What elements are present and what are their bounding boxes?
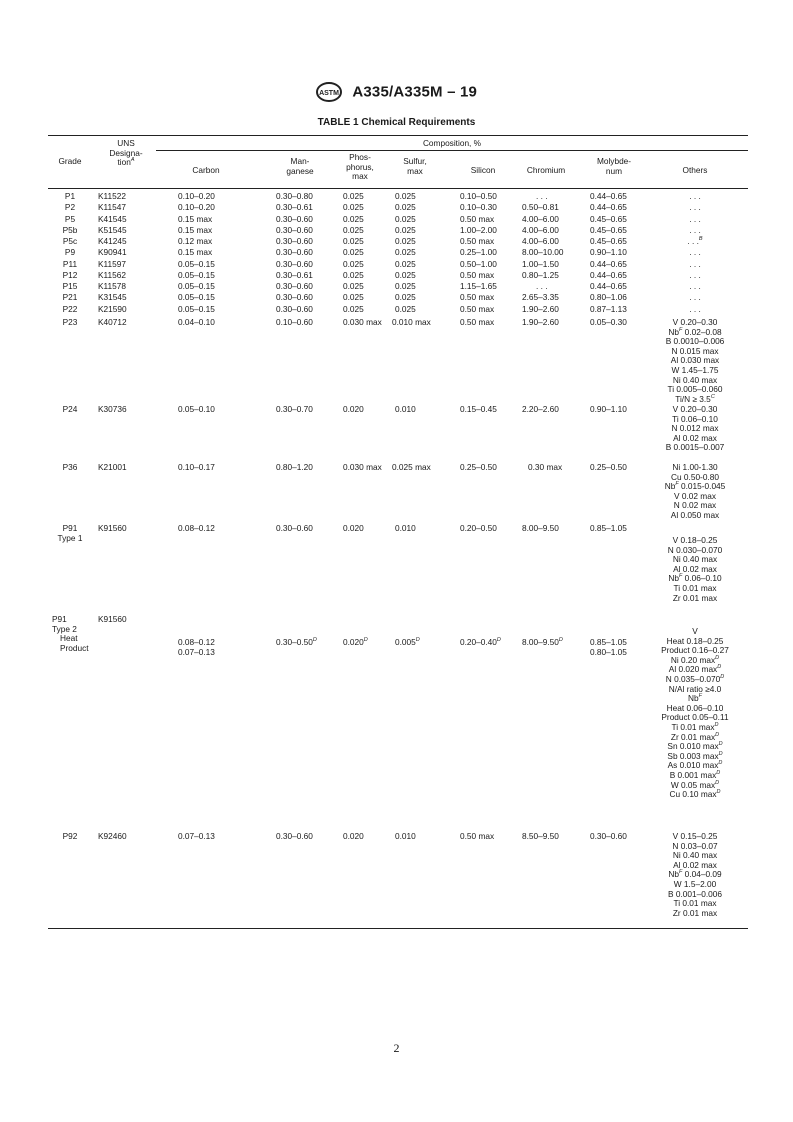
composition-rule	[156, 150, 748, 151]
cell-mo: 0.44–0.65	[590, 258, 627, 269]
cell-grade: P1	[64, 191, 76, 201]
astm-logo-icon	[316, 82, 342, 102]
cell-mo: 0.87–1.13	[590, 303, 627, 314]
cell-uns: K21590	[98, 303, 127, 314]
cell-s: 0.025	[395, 202, 416, 213]
cell-grade: P2	[64, 202, 76, 213]
cell-grade: P12	[62, 269, 78, 280]
cell-grade: P15	[62, 281, 78, 291]
cell-s: 0.025	[395, 224, 416, 235]
sulfur-header: Sulfur, max	[403, 156, 427, 176]
cell-oth: . . .	[689, 292, 701, 303]
cell-mo: 0.45–0.65	[590, 236, 627, 246]
cell-mn: 0.30–0.60	[276, 213, 313, 224]
silicon-header: Silicon	[470, 165, 496, 175]
table-bottom-rule	[48, 928, 748, 929]
cell-p: 0.025	[343, 202, 364, 213]
cell-oth: . . .	[689, 247, 701, 258]
cell-mn: 0.30–0.60	[276, 247, 313, 258]
cell-p: 0.025	[343, 236, 364, 246]
cell-cr: 2.65–3.35	[522, 292, 559, 303]
cell-uns: K11578	[98, 281, 126, 291]
cell-cr: 0.50–0.81	[522, 202, 559, 213]
document-header	[0, 82, 793, 102]
cell-uns: K11597	[98, 258, 126, 269]
composition-header: Composition, %	[422, 138, 482, 148]
cell-mn: 0.30–0.60	[276, 258, 313, 269]
cell-p: 0.025	[343, 224, 364, 235]
header-bottom-rule	[48, 188, 748, 189]
cell-mn: 0.30–0.60	[276, 292, 313, 303]
cell-si: 0.10–0.30	[460, 202, 497, 213]
cell-mo: 0.90–1.10	[590, 247, 627, 258]
cell-mo: 0.45–0.65	[590, 224, 627, 235]
cell-oth: . . .	[689, 281, 701, 291]
cell-si: 0.50 max	[460, 213, 495, 224]
cell-p: 0.025	[343, 303, 364, 314]
cell-c: 0.05–0.15	[178, 292, 215, 303]
cell-mo: 0.44–0.65	[590, 281, 627, 291]
others-list: V 0.20–0.30 $Nb^F$ 0.02–0.08 B 0.0010–0.006 N 0.015 max Al 0.030 max W 1.45–1.75 Ni 0.40 max Ti 0.005–0.060 $Ti/N \ge 3.5^C$	[665, 317, 725, 404]
cell-mn: 0.30–0.61	[276, 202, 313, 213]
cell-uns: K41545	[98, 213, 127, 224]
cell-uns: K51545	[98, 224, 127, 235]
cell-c: 0.05–0.15	[178, 269, 215, 280]
cell-cr: 4.00–6.00	[522, 236, 559, 246]
cell-si: 0.50 max	[460, 303, 495, 314]
cell-si: 1.15–1.65	[460, 281, 497, 291]
cell-mo: 0.44–0.65	[590, 191, 627, 201]
standard-designation: A335/A335M – 19	[352, 83, 478, 101]
cell-uns: K41245	[98, 236, 127, 246]
cell-oth: . . .$^B$	[687, 236, 703, 246]
others-list: Ni 1.00-1.30 Cu 0.50-0.80 $Nb^F$ 0.015-0.045 V 0.02 max N 0.02 max Al 0.050 max	[664, 462, 726, 520]
cell-si: 0.25–1.00	[460, 247, 497, 258]
cell-grade: P5c	[62, 236, 78, 246]
cell-s: 0.025	[395, 258, 416, 269]
cell-mo: 0.80–1.06	[590, 292, 627, 303]
cell-c: 0.05–0.15	[178, 303, 215, 314]
cell-p: 0.025	[343, 213, 364, 224]
cell-cr: 0.80–1.25	[522, 269, 559, 280]
cell-p: 0.025	[343, 292, 364, 303]
cell-mn: 0.30–0.60	[276, 236, 313, 246]
cell-s: 0.025	[395, 236, 416, 246]
cell-uns: K11522	[98, 191, 126, 201]
cell-p: 0.025	[343, 191, 364, 201]
cell-oth: . . .	[689, 224, 701, 235]
cell-c: 0.12 max	[178, 236, 213, 246]
cell-mn: 0.30–0.60	[276, 303, 313, 314]
carbon-header: Carbon	[192, 165, 220, 175]
cell-c: 0.10–0.20	[178, 191, 215, 201]
others-list: V 0.15–0.25 N 0.03–0.07 Ni 0.40 max Al 0.02 max $Nb^F$ 0.04–0.09 W 1.5–2.00 B 0.001–0.006 Ti 0.01 max Zr 0.01 max	[668, 831, 722, 918]
cell-s: 0.025	[395, 292, 416, 303]
cell-grade: P5b	[62, 224, 78, 235]
cell-mn: 0.30–0.80	[276, 191, 313, 201]
cell-c: 0.10–0.20	[178, 202, 215, 213]
cell-c: 0.15 max	[178, 213, 213, 224]
cell-oth: . . .	[689, 202, 701, 213]
cell-mn: 0.30–0.60	[276, 281, 313, 291]
cell-oth: . . .	[689, 258, 701, 269]
cell-s: 0.025	[395, 281, 416, 291]
cell-si: 0.50 max	[460, 236, 495, 246]
grade-header: Grade	[58, 156, 82, 166]
table-title: TABLE 1 Chemical Requirements	[317, 117, 476, 128]
cell-grade: P5	[64, 213, 76, 224]
cell-cr: 1.90–2.60	[522, 303, 559, 314]
cell-si: 0.50 max	[460, 269, 495, 280]
molybdenum-header: Molybde- num	[596, 156, 632, 176]
cell-oth: . . .	[689, 191, 701, 201]
cell-s: 0.025	[395, 269, 416, 280]
cell-s: 0.025	[395, 191, 416, 201]
others-list: V 0.20–0.30 Ti 0.06–0.10 N 0.012 max Al 0.02 max B 0.0015–0.007	[665, 404, 725, 453]
cell-cr: 4.00–6.00	[522, 213, 559, 224]
cell-mn: 0.30–0.61	[276, 269, 313, 280]
cell-cr: . . .	[536, 281, 548, 291]
page-number: 2	[393, 1041, 400, 1055]
others-list: V Heat 0.18–0.25 Product 0.16–0.27 Ni 0.20 $\max^D$ Al 0.020 $\max^D$ N $0.035-0.070^D$ N/Al ratio ≥4.0 $Nb^F$ Heat 0.06–0.10 Product 0.05–0.11 Ti 0.01 $\max^D$ Zr 0.01 $\max^D$ Sn 0.010 $\max^D$ Sb 0.003 $\max^D$ As 0.010 $\max^D$ B 0.001 $\max^D$ W 0.05 $\max^D$ Cu 0.10 $\max^D$	[661, 626, 729, 800]
cell-uns: K90941	[98, 247, 127, 258]
cell-p: 0.025	[343, 247, 364, 258]
cell-uns: K31545	[98, 292, 127, 303]
manganese-header: Man- ganese	[286, 156, 314, 176]
cell-si: 0.10–0.50	[460, 191, 497, 201]
cell-grade: P9	[64, 247, 76, 258]
cell-si: 1.00–2.00	[460, 224, 497, 235]
cell-mn: 0.30–0.60	[276, 224, 313, 235]
others-header: Others	[682, 165, 708, 175]
cell-s: 0.025	[395, 213, 416, 224]
svg-text:ASTM: ASTM	[318, 90, 339, 97]
cell-grade: P22	[62, 303, 78, 314]
cell-cr: 8.00–10.00	[522, 247, 564, 258]
cell-si: 0.50–1.00	[460, 258, 497, 269]
cell-si: 0.50 max	[460, 292, 495, 303]
cell-mo: 0.44–0.65	[590, 269, 627, 280]
uns-header: UNS Designa- tion$^A$	[109, 138, 143, 168]
cell-p: 0.025	[343, 269, 364, 280]
cell-grade: P21	[62, 292, 78, 303]
cell-c: 0.05–0.15	[178, 281, 215, 291]
chromium-header: Chromium	[526, 165, 566, 175]
cell-c: 0.05–0.15	[178, 258, 215, 269]
phosphorus-header: Phos- phorus, max	[346, 152, 374, 182]
cell-s: 0.025	[395, 303, 416, 314]
cell-p: 0.025	[343, 281, 364, 291]
cell-c: 0.15 max	[178, 247, 213, 258]
cell-c: 0.15 max	[178, 224, 213, 235]
cell-oth: . . .	[689, 303, 701, 314]
cell-oth: . . .	[689, 213, 701, 224]
others-list: V 0.18–0.25 N 0.030–0.070 Ni 0.40 max Al 0.02 max $Nb^F$ 0.06–0.10 Ti 0.01 max Zr 0.01 max	[667, 535, 723, 603]
cell-p: 0.025	[343, 258, 364, 269]
cell-uns: K11562	[98, 269, 126, 280]
table-top-rule	[48, 135, 748, 136]
cell-mo: 0.44–0.65	[590, 202, 627, 213]
cell-grade: P11	[62, 258, 78, 269]
cell-oth: . . .	[689, 269, 701, 280]
cell-cr: . . .	[536, 191, 548, 201]
cell-uns: K11547	[98, 202, 126, 213]
cell-cr: 1.00–1.50	[522, 258, 559, 269]
cell-cr: 4.00–6.00	[522, 224, 559, 235]
cell-mo: 0.45–0.65	[590, 213, 627, 224]
cell-s: 0.025	[395, 247, 416, 258]
